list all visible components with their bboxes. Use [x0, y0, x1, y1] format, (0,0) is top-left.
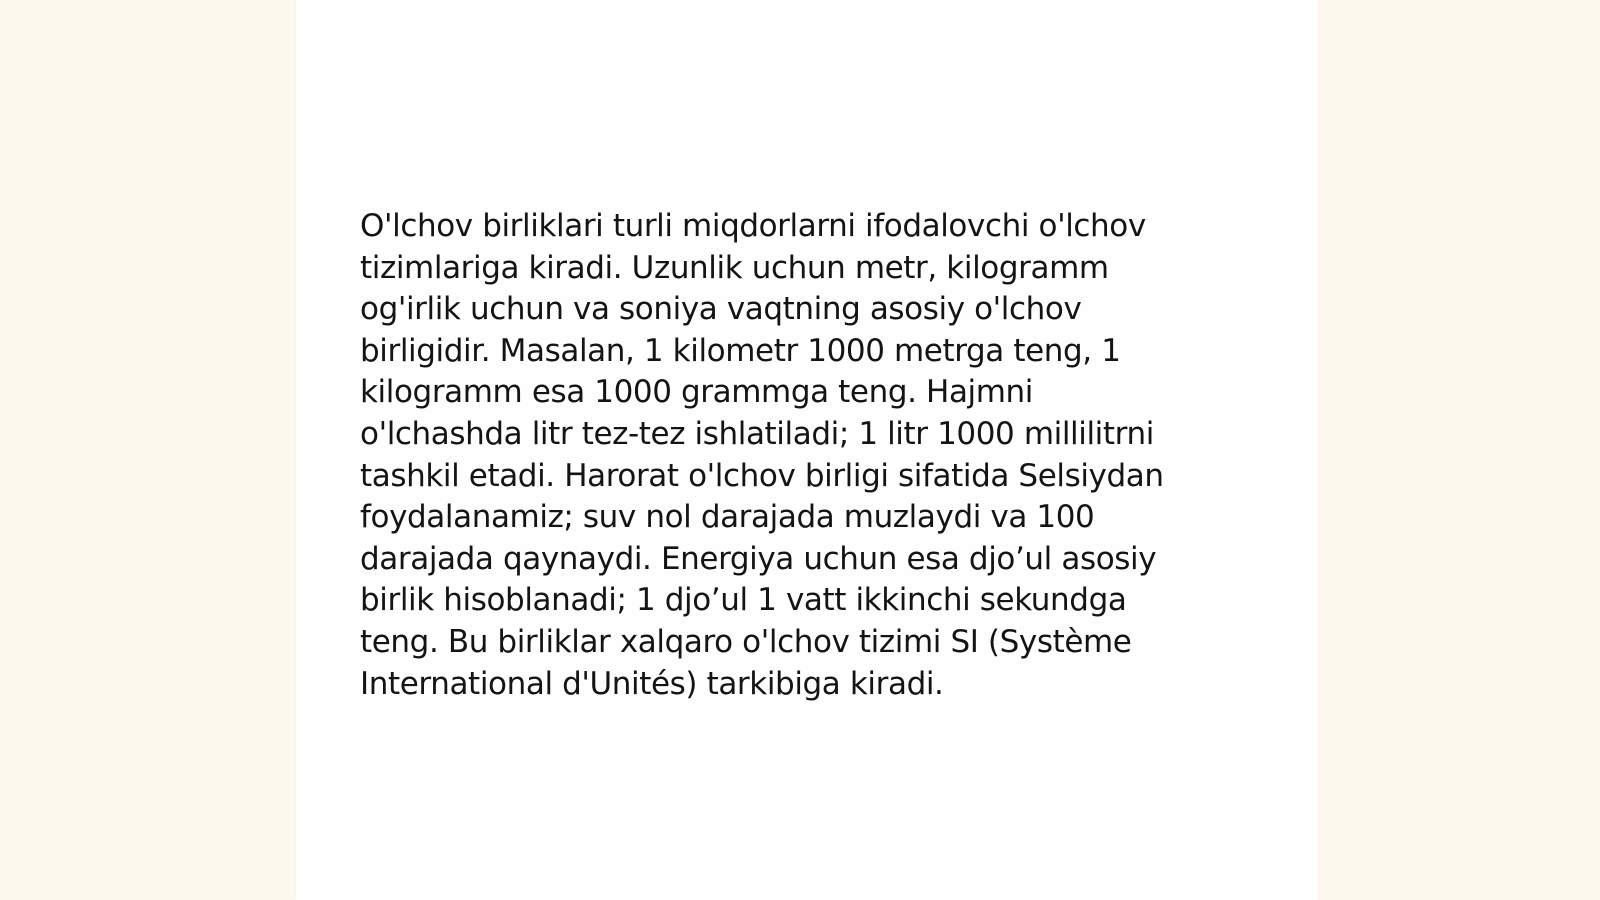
paragraph-line: o'lchashda litr tez-tez ishlatiladi; 1 litr 1000 millilitrni — [360, 415, 1154, 452]
paragraph-line: tashkil etadi. Harorat o'lchov birligi sifatida Selsiydan — [360, 457, 1164, 494]
paragraph-line: og'irlik uchun va soniya vaqtning asosiy o'lchov — [360, 291, 1082, 328]
paragraph-line: birligidir. Masalan, 1 kilometr 1000 metrga teng, 1 — [360, 332, 1121, 369]
paragraph-line: kilogramm esa 1000 grammga teng. Hajmni — [360, 374, 1034, 411]
paragraph-line: tizimlariga kiradi. Uzunlik uchun metr, kilogramm — [360, 249, 1109, 286]
document-page — [296, 0, 1318, 900]
right-margin-band — [1318, 0, 1600, 900]
body-paragraph — [360, 206, 1230, 705]
paragraph-line: birlik hisoblanadi; 1 djo’ul 1 vatt ikkinchi sekundga — [360, 582, 1127, 619]
paragraph-line: darajada qaynaydi. Energiya uchun esa djo’ul asosiy — [360, 540, 1157, 577]
left-margin-band — [0, 0, 296, 900]
paragraph-line: International d'Unités) tarkibiga kiradi. — [360, 665, 944, 702]
paragraph-line: O'lchov birliklari turli miqdorlarni ifodalovchi o'lchov — [360, 208, 1146, 244]
paragraph-line: foydalanamiz; suv nol darajada muzlaydi va 100 — [360, 499, 1095, 536]
paragraph-line: teng. Bu birliklar xalqaro o'lchov tizimi SI (Système — [360, 623, 1132, 660]
